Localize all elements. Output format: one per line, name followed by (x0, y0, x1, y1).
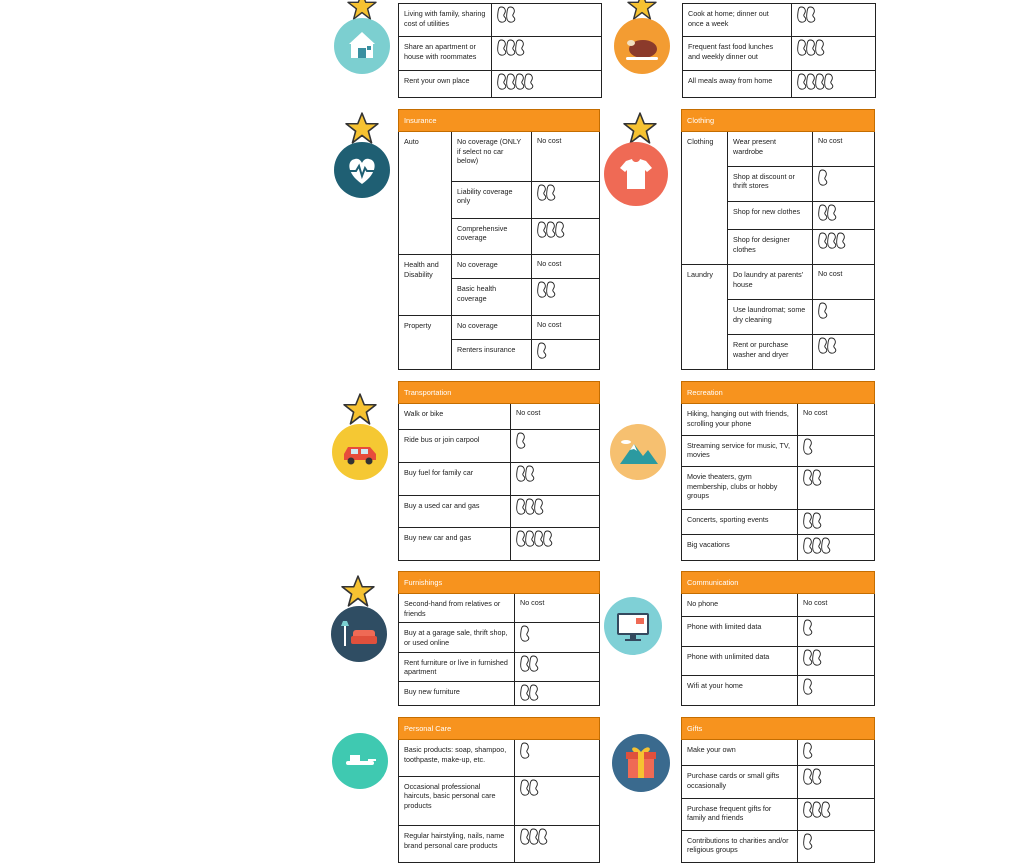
bean-cost (803, 438, 869, 455)
cost-text: No cost (537, 259, 562, 269)
bean-icon (516, 432, 526, 449)
bean-cost (520, 779, 594, 796)
option-label: Buy new car and gas (399, 528, 511, 561)
table-header-row (682, 382, 875, 404)
option-label: Contributions to charities and/or religious groups (682, 830, 798, 862)
table-row (682, 766, 875, 798)
option-label: Share an apartment or house with roommates (399, 37, 492, 70)
option-label: Make your own (682, 740, 798, 766)
computer-monitor-icon (604, 597, 662, 655)
option-label: Second-hand from relatives or friends (399, 594, 515, 623)
option-cost (798, 467, 875, 510)
option-label: Shop for designer clothes (728, 230, 813, 265)
table-row (399, 776, 600, 826)
bean-icon (812, 469, 822, 486)
bean-icon (524, 73, 534, 90)
bean-icon (506, 6, 516, 23)
bean-icon (827, 204, 837, 221)
option-cost (532, 132, 600, 182)
transportation-table (398, 381, 599, 561)
table-row (399, 652, 600, 681)
bean-cost (797, 6, 870, 23)
bean-cost (803, 833, 869, 850)
table-row (399, 70, 602, 97)
insurance-circle (334, 142, 390, 198)
bean-cost (803, 742, 869, 759)
bean-cost (818, 204, 869, 221)
transportation-circle (332, 424, 388, 480)
bean-cost (516, 498, 594, 515)
table-row (399, 594, 600, 623)
option-label: Use laundromat; some dry cleaning (728, 300, 813, 335)
section-title: Transportation (399, 382, 600, 404)
bean-cost (537, 221, 594, 238)
option-label: Basic health coverage (452, 279, 532, 316)
option-cost (532, 339, 600, 369)
table-header-row (399, 572, 600, 594)
bean-icon (520, 625, 530, 642)
option-cost (798, 435, 875, 467)
bean-icon (515, 39, 525, 56)
bean-icon (815, 39, 825, 56)
cost-text: No cost (516, 408, 541, 417)
table-row (399, 404, 600, 430)
table-row (399, 495, 600, 528)
bean-cost (520, 655, 594, 672)
option-cost (515, 594, 600, 623)
bean-icon (818, 302, 828, 319)
group-label: Laundry (682, 265, 728, 370)
bean-icon (555, 221, 565, 238)
table-row (399, 37, 602, 70)
table-header-row (682, 110, 875, 132)
communication-circle (604, 597, 662, 655)
option-cost (515, 652, 600, 681)
gifts-table (681, 717, 874, 863)
star-icon (343, 393, 377, 425)
star-icon (341, 575, 375, 607)
bean-icon (546, 184, 556, 201)
bean-cost (803, 619, 869, 636)
star-icon (345, 112, 379, 144)
option-label: Ride bus or join carpool (399, 430, 511, 463)
option-label: No phone (682, 594, 798, 617)
bean-icon (818, 169, 828, 186)
bean-cost (803, 678, 869, 695)
table-row (682, 435, 875, 467)
group-label: Clothing (682, 132, 728, 265)
table-row (399, 430, 600, 463)
bean-icon (520, 742, 530, 759)
option-cost (515, 623, 600, 652)
table-row (682, 509, 875, 535)
cost-text: No cost (537, 320, 562, 330)
housing-circle (334, 18, 390, 74)
option-label: Phone with unlimited data (682, 646, 798, 676)
furnishings-table (398, 571, 599, 706)
option-cost (798, 535, 875, 561)
option-cost (798, 830, 875, 862)
table-row (682, 132, 875, 167)
option-label: Buy a used car and gas (399, 495, 511, 528)
section-title: Insurance (399, 110, 600, 132)
table-row (399, 826, 600, 863)
option-cost (813, 230, 875, 265)
option-cost (492, 37, 602, 70)
furnishings-circle (331, 606, 387, 662)
option-label: Big vacations (682, 535, 798, 561)
option-cost (511, 528, 600, 561)
option-cost (798, 594, 875, 617)
insurance-table (398, 109, 599, 370)
table-row (682, 798, 875, 830)
option-cost (511, 404, 600, 430)
option-cost (798, 646, 875, 676)
option-cost (515, 776, 600, 826)
option-cost (813, 132, 875, 167)
option-label: Do laundry at parents' house (728, 265, 813, 300)
option-label: Renters insurance (452, 339, 532, 369)
option-label: Buy fuel for family car (399, 462, 511, 495)
section-title: Furnishings (399, 572, 600, 594)
bean-cost (803, 512, 869, 529)
option-cost (515, 826, 600, 863)
star-icon (623, 112, 657, 144)
option-cost (813, 265, 875, 300)
food-table (682, 3, 875, 98)
option-label: No coverage (452, 255, 532, 279)
bean-icon (529, 684, 539, 701)
bean-icon (812, 512, 822, 529)
bean-cost (520, 625, 594, 642)
table-row (682, 467, 875, 510)
group-label: Health and Disability (399, 255, 452, 316)
group-label: Auto (399, 132, 452, 255)
bean-icon (812, 649, 822, 666)
house-icon (334, 18, 390, 74)
bean-cost (803, 768, 869, 785)
option-label: Concerts, sporting events (682, 509, 798, 535)
cost-text: No cost (803, 598, 828, 607)
food-circle (614, 18, 670, 74)
section-title: Gifts (682, 718, 875, 740)
bean-icon (538, 828, 548, 845)
option-cost (798, 404, 875, 436)
table-row (399, 462, 600, 495)
option-label: Occasional professional haircuts, basic personal care products (399, 776, 515, 826)
toothbrush-icon (332, 733, 388, 789)
bean-icon (821, 801, 831, 818)
option-label: No coverage (452, 316, 532, 340)
bean-cost (797, 39, 870, 56)
bean-cost (803, 649, 869, 666)
option-cost (813, 335, 875, 370)
bean-icon (803, 742, 813, 759)
table-row (682, 646, 875, 676)
heart-pulse-icon (334, 142, 390, 198)
bean-cost (797, 73, 870, 90)
option-label: Living with family, sharing cost of utilities (399, 4, 492, 37)
bean-cost (818, 232, 869, 249)
bean-icon (827, 337, 837, 354)
option-cost (492, 4, 602, 37)
option-cost (532, 279, 600, 316)
table-row (399, 4, 602, 37)
bean-icon (534, 498, 544, 515)
table-row (682, 740, 875, 766)
option-cost (798, 740, 875, 766)
option-label: Purchase cards or small gifts occasionally (682, 766, 798, 798)
option-cost (532, 181, 600, 218)
table-row (399, 623, 600, 652)
option-label: Cook at home; dinner out once a week (683, 4, 792, 37)
table-header-row (399, 110, 600, 132)
option-cost (511, 430, 600, 463)
gift-box-icon (612, 734, 670, 792)
option-label: Buy at a garage sale, thrift shop, or used online (399, 623, 515, 652)
option-label: Wifi at your home (682, 676, 798, 706)
sofa-lamp-icon (331, 606, 387, 662)
option-cost (798, 798, 875, 830)
cost-text: No cost (537, 136, 562, 145)
option-label: Rent furniture or live in furnished apartment (399, 652, 515, 681)
option-cost (532, 316, 600, 340)
option-cost (515, 682, 600, 706)
bean-cost (497, 6, 596, 23)
option-label: Basic products: soap, shampoo, toothpaste, make-up, etc. (399, 740, 515, 777)
bean-cost (537, 281, 594, 298)
section-title: Communication (682, 572, 875, 594)
cost-text: No cost (818, 269, 843, 279)
table-header-row (682, 572, 875, 594)
bean-icon (803, 438, 813, 455)
mountain-icon (610, 424, 666, 480)
car-icon (332, 424, 388, 480)
option-label: Streaming service for music, TV, movies (682, 435, 798, 467)
group-label: Property (399, 316, 452, 370)
option-label: Frequent fast food lunches and weekly dinner out (683, 37, 792, 70)
bean-icon (529, 655, 539, 672)
table-row (683, 70, 876, 97)
option-cost (792, 4, 876, 37)
option-label: Shop for new clothes (728, 201, 813, 229)
table-header-row (399, 718, 600, 740)
option-label: Shop at discount or thrift stores (728, 166, 813, 201)
cost-text: No cost (520, 598, 545, 607)
personal-care-circle (332, 733, 388, 789)
bean-cost (803, 469, 869, 486)
table-row (399, 682, 600, 706)
option-label: Buy new furniture (399, 682, 515, 706)
option-label: Rent your own place (399, 70, 492, 97)
star-icon (346, 0, 378, 20)
table-row (399, 132, 600, 182)
option-label: No coverage (ONLY if select no car below) (452, 132, 532, 182)
table-row (399, 255, 600, 279)
table-row (682, 830, 875, 862)
table-row (682, 404, 875, 436)
star-icon (626, 0, 658, 20)
option-label: Wear present wardrobe (728, 132, 813, 167)
bean-icon (537, 342, 547, 359)
housing-table (398, 3, 601, 98)
bean-cost (497, 39, 596, 56)
table-row (683, 4, 876, 37)
option-label: Phone with limited data (682, 617, 798, 647)
bean-cost (818, 337, 869, 354)
option-label: Walk or bike (399, 404, 511, 430)
table-row (682, 676, 875, 706)
section-title: Personal Care (399, 718, 600, 740)
option-cost (798, 509, 875, 535)
option-cost (792, 70, 876, 97)
bean-cost (803, 537, 869, 554)
option-cost (532, 255, 600, 279)
table-row (399, 316, 600, 340)
table-row (682, 535, 875, 561)
option-label: All meals away from home (683, 70, 792, 97)
bean-icon (836, 232, 846, 249)
option-label: Regular hairstyling, nails, name brand personal care products (399, 826, 515, 863)
table-header-row (682, 718, 875, 740)
option-cost (515, 740, 600, 777)
option-label: Liability coverage only (452, 181, 532, 218)
bean-icon (803, 678, 813, 695)
option-cost (532, 218, 600, 255)
bean-icon (803, 833, 813, 850)
table-row (399, 740, 600, 777)
bean-cost (516, 465, 594, 482)
clothing-circle (604, 142, 668, 206)
cost-text: No cost (818, 136, 843, 145)
option-cost (511, 495, 600, 528)
option-cost (813, 300, 875, 335)
option-label: Rent or purchase washer and dryer (728, 335, 813, 370)
section-title: Clothing (682, 110, 875, 132)
bean-cost (516, 530, 594, 547)
bean-cost (818, 169, 869, 186)
recreation-table (681, 381, 874, 561)
option-cost (798, 676, 875, 706)
recreation-circle (610, 424, 666, 480)
turkey-icon (614, 18, 670, 74)
bean-icon (803, 619, 813, 636)
tshirt-icon (604, 142, 668, 206)
table-header-row (399, 382, 600, 404)
bean-icon (806, 6, 816, 23)
option-cost (511, 462, 600, 495)
bean-icon (529, 779, 539, 796)
section-title: Recreation (682, 382, 875, 404)
option-cost (792, 37, 876, 70)
bean-cost (520, 742, 594, 759)
table-row (682, 594, 875, 617)
bean-cost (520, 684, 594, 701)
communication-table (681, 571, 874, 706)
table-row (399, 528, 600, 561)
bean-icon (543, 530, 553, 547)
option-cost (492, 70, 602, 97)
option-label: Comprehensive coverage (452, 218, 532, 255)
bean-cost (818, 302, 869, 319)
bean-cost (537, 342, 594, 359)
bean-icon (812, 768, 822, 785)
table-row (682, 265, 875, 300)
option-cost (798, 617, 875, 647)
bean-icon (824, 73, 834, 90)
table-row (683, 37, 876, 70)
option-label: Hiking, hanging out with friends, scrolling your phone (682, 404, 798, 436)
bean-cost (497, 73, 596, 90)
personal-care-table (398, 717, 599, 863)
option-cost (798, 766, 875, 798)
bean-cost (803, 801, 869, 818)
option-label: Purchase frequent gifts for family and friends (682, 798, 798, 830)
gifts-circle (612, 734, 670, 792)
clothing-table (681, 109, 874, 370)
bean-cost (516, 432, 594, 449)
option-cost (813, 201, 875, 229)
cost-text: No cost (803, 408, 828, 417)
table-row (682, 617, 875, 647)
bean-icon (525, 465, 535, 482)
bean-cost (537, 184, 594, 201)
bean-cost (520, 828, 594, 845)
bean-icon (821, 537, 831, 554)
bean-icon (546, 281, 556, 298)
option-cost (813, 166, 875, 201)
option-label: Movie theaters, gym membership, clubs or hobby groups (682, 467, 798, 510)
